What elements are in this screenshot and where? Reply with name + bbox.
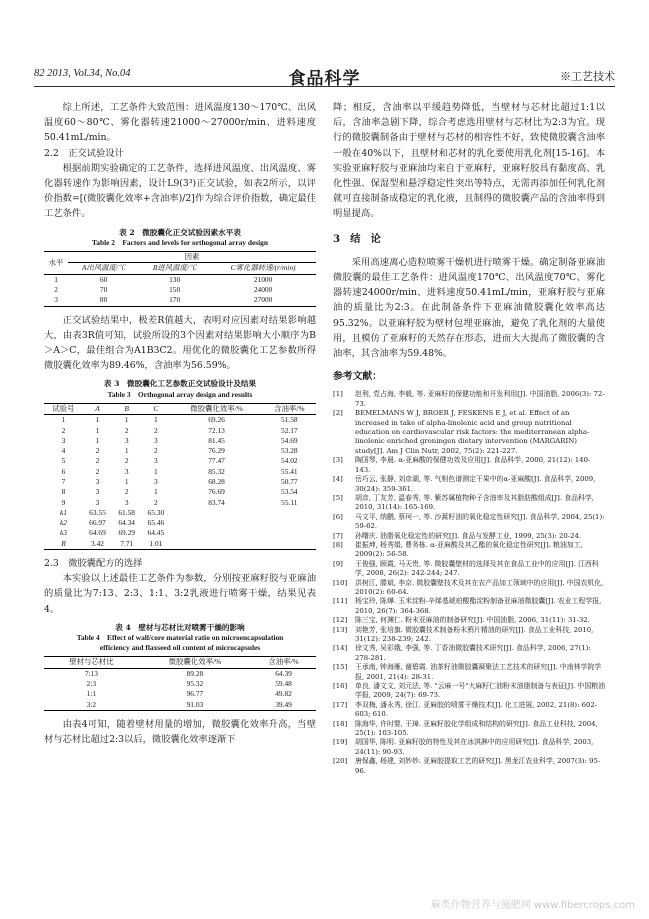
reference-number: [19] [333,738,348,747]
table-cell: 50.77 [281,477,298,486]
table4-header-cell: 壁材与芯材比 [69,657,114,667]
table-cell: 53.28 [281,446,298,456]
table-cell: 1 [54,274,58,284]
table-cell [263,539,316,550]
table-cell: 60 [99,274,108,284]
table-cell: 130 [169,274,181,284]
table-cell: 3 [95,477,100,486]
reference-number: [12] [333,616,348,625]
table-cell: 76.29 [208,446,225,456]
reference-item [333,616,605,625]
table-cell: 39.49 [275,699,292,709]
table-cell: 65.46 [147,518,165,528]
reference-text: 崔振坤, 杨秀娟, 曹务栋. α-亚麻酸及其乙酯的氧化稳定性研究[J]. 粮油加工, 2009(2): 56-58. [355,540,583,559]
reference-text: BEMELMANS W J, BROER J, FESKENS E J, et al. Effect of an increased in take of alpha-linolenic acid and group nutritional education on cardiovascular risk factors: the mediterranean alpha-linolenic enriched groningen dietary intervention (MARGARIN) study[J]. Am J Clin Nutr, 2002, 75(2): 221-227. [355,409,590,455]
reference-item [333,644,605,663]
table4-caption-en-1: Table 4 Effect of wall/core material ratio on microencapsulation [76,633,284,643]
summary-paragraph: 综上所述，工艺条件大致范围：进风温度130～170℃、出风温度60～80℃、雾化器转速21000～27000r/min、进料速度50.41mL/min。 [44,102,316,144]
table-cell: 27000 [253,295,273,305]
reference-item [333,701,605,720]
table-cell: 21000 [253,274,273,284]
table-wall-core-ratio [44,656,316,710]
table-cell: 2 [61,425,66,435]
reference-number: [16] [333,682,348,691]
reference-item [333,409,605,456]
table-row [44,700,316,711]
table-cell: 24000 [253,285,273,295]
reference-number: [2] [333,409,343,418]
table-cell: 1 [61,415,66,425]
table-cell: 2 [95,466,100,476]
table-cell: 1 [95,435,100,445]
table-cell: 51.58 [281,415,298,425]
table-row [44,668,316,679]
reference-text: 马文平, 纳鹏, 蔡珂一, 等. 沙蒿籽油的氧化稳定性研究[J]. 食品科学, 2004, 25(1): 59-62. [355,512,605,531]
reference-item [333,738,605,757]
page-number-volume: 82 2013, Vol.34, No.04 [34,68,131,79]
reference-text: 陶国琴, 李晨. α-亚麻酸的保健功效及应用[J]. 食品科学, 2000, 21(12): 140-143. [355,456,591,474]
reference-number: [7] [333,531,343,540]
table-cell: 49.82 [275,689,292,699]
table-cell: 89.28 [186,668,204,678]
reference-text: 刘艳芳, 张培旗. 微胶囊技术制备粉末鸦片精油的研究[J]. 食品工业科技, 2010, 31(12): 238-239; 242. [355,625,594,644]
reference-number: [1] [333,390,343,399]
table-cell: 64.39 [275,668,292,678]
table-cell: 63.55 [89,507,106,517]
table-row [44,498,316,508]
reference-text: 唐保鑫, 杨建, 刘妙妙. 亚麻胶提取工艺的研究[J]. 黑龙江农业科学, 2007(3): 95-96. [355,757,601,775]
table-cell: 2 [154,446,158,456]
orthogonal-design-paragraph: 根据前期实验确定的工艺条件，选择进风温度、出风温度、雾化器转速作为影响因素，设计L9(3³)正交试验，如表2所示，以评价指数=[(微胶囊化效率+含油率)/2]作为综合评价指数，确定最佳工艺条件。 [44,162,316,220]
table-cell: 53.54 [281,487,298,497]
table-row [44,415,316,426]
references-heading: 参考文献： [333,371,382,383]
left-column [44,100,316,747]
table-cell: 68.28 [208,477,225,486]
table2-caption-en: Table 2 Factors and levels for orthogonal array design [92,238,268,248]
reference-number: [3] [333,456,343,465]
table2-factor-header: 因素 [68,252,316,263]
table4-caption-cn: 表 4 壁材与芯材比对喷雾干燥的影响 [115,622,245,632]
table-cell: 66.97 [89,518,106,528]
reference-item [333,597,605,616]
table2-col-b: B进风温度/℃ [152,263,197,273]
table-cell: 64.34 [118,518,135,528]
table-row [44,274,316,285]
table-cell: 3 [124,435,129,445]
table-row [44,436,316,446]
table-cell: 1.01 [149,538,163,548]
reference-text: 陈海华, 许时婴, 王璋. 亚麻籽胶化学组成和结构的研究[J]. 食品工业科技, 2004, 25(1): 103-105. [355,719,598,738]
table-cell: 54.02 [281,456,298,466]
reference-number: [4] [333,475,343,484]
reference-text: 徐文秀, 吴彩娥, 李强, 等. 丁香油微胶囊技术研究[J]. 食品科学, 2006, 27(1): 278-281. [355,644,591,662]
table4-header-cell: 微胶囊化效率/% [168,657,222,667]
table-cell: 7.71 [120,538,134,548]
reference-text: 岳巧云, 张静, 刘彦湖, 等. 气相色谱测定干果中的α-亚麻酸[J]. 食品科学, 2009, 30(24): 359-361. [355,475,596,493]
table-cell: 3 [95,487,100,497]
table-row [44,518,316,528]
table-cell: 3 [154,477,158,486]
table3-header-cell: 试验号 [52,403,75,413]
table-cell: 3 [54,295,58,305]
table-cell: 2 [154,497,158,507]
section-2-2-heading: 2.2 正交试验设计 [44,147,124,159]
conclusion-paragraph: 采用高速离心造粒喷雾干燥机进行喷雾干燥。确定制备亚麻油微胶囊的最佳工艺条件：进风温度170℃、出风温度70℃、雾化器转速24000r/min、进料速度50.41mL/min，亚麻籽胶与亚麻油的质量比为2:3。在此制备条件下亚麻油微胶囊化效率高达95.32%。以亚麻籽胶为壁材包埋亚麻油，避免了乳化剂的大量使用，且模仿了亚麻籽的天然存在形态，进而大大提高了微胶囊的含油率，其含油率为59.48%。 [333,256,605,360]
table-cell: 2 [154,425,158,435]
table-row [44,689,316,699]
reference-text: 王承南, 钟海雁, 谢碧霞. 油茶籽油微胶囊凝聚法工艺技术的研究[J]. 中南林学院学报, 2001, 21(4): 28-31. [355,663,602,681]
table-row [44,285,316,295]
table-cell: 3 [154,435,158,445]
table-cell: 64.69 [89,528,106,538]
table2-caption-cn: 表 2 微胶囊化正交试验因素水平表 [119,227,241,237]
table-row [44,539,316,550]
table-cell: 3 [61,435,66,445]
reference-text: 杨宝玲, 陈燁. 玉米淀粉-辛烯基琥珀酸酯淀粉制备亚麻油微胶囊[J]. 农业工程学报, 2010, 26(7): 364-368. [355,597,602,615]
table3-caption-en: Table 3 Orthogonal array design and results [107,389,253,399]
reference-number: [20] [333,757,348,766]
reference-text: 单良, 潘文文, 刘元法, 等. "云麻一号"大麻籽仁油粉末油脂制备与表征[J]. 中国粮油学报, 2009, 24(7): 69-73. [355,682,605,700]
reference-item [333,513,605,532]
table-cell: 69.29 [118,528,135,538]
reference-number: [18] [333,719,348,728]
table-cell: 9 [61,497,66,507]
table2-col-a: A出风温度/℃ [81,263,126,273]
reference-number: [17] [333,700,348,709]
table3-header-cell: 含油率/% [274,403,305,413]
table-cell: R [61,538,66,548]
watermark-text: 麻类作物营养与施肥网 www.fibercrops.com [430,900,635,911]
table-cell [263,508,316,518]
table-cell: 4 [61,446,66,456]
table-factors-levels [44,251,316,306]
table-cell: 1:1 [86,689,97,699]
references-list [333,390,605,776]
table-cell: 3 [95,497,100,507]
reference-number: [14] [333,644,348,653]
reference-item [333,494,605,513]
table-cell: 3 [124,497,129,507]
table-cell [170,518,262,528]
reference-item [333,456,605,475]
reference-item [333,682,605,701]
table-cell: 85.32 [208,466,225,476]
reference-number: [15] [333,663,348,672]
reference-text: 王俊强, 顾霞, 马天贵, 等. 微胶囊壁材的选择及其在食品工业中的应用[J]. 江西科学, 2008, 26(2): 242-244; 247. [355,559,599,578]
table-cell: 61.58 [118,507,135,517]
table-cell: 55.41 [281,466,298,476]
table-cell: 170 [169,295,181,305]
reference-item [333,757,605,776]
reference-item [333,390,605,409]
table-cell: 8 [61,487,66,497]
table-cell: 2:3 [86,678,97,688]
reference-number: [9] [333,559,343,568]
table-cell: 1 [124,415,129,425]
table-cell: 1 [154,466,158,476]
table-cell: 83.74 [208,497,225,507]
table2-level-header: 水平 [44,252,68,275]
discussion-continued-paragraph: 降；相反，含油率以平缓趋势降低，当壁材与芯材比超过1:1以后，含油率急剧下降，综合考虑选用壁材与芯材比为2:3为宜。现行的微胶囊制备由于壁材与芯材的相容性不好，致使微胶囊含油率一般在40%以下，且壁材和芯材的乳化要使用乳化剂[15-16]。本实验亚麻籽胶与亚麻油均来自于亚麻籽，亚麻籽胶具有黏度高、乳化性强、保湿型和悬浮稳定性突出等特点，无需再添加任何乳化剂就可直接制备成稳定的乳化液，且制得的微胶囊产品的含油率得到明显提高。 [333,102,605,220]
orthogonal-results-paragraph: 正交试验结果中，极差R值越大，表明对应因素对结果影响越大，由表3R值可知，试验所设的3个因素对结果影响大小顺序为B＞A＞C，最佳组合为A1B3C2。用优化的微胶囊化工艺参数所得微胶囊化效率为89.46%，含油率为56.59%。 [44,314,316,372]
table-cell: k3 [59,528,67,538]
table-cell: 2 [54,285,58,295]
reference-item [333,560,605,579]
table-cell: 96.77 [186,689,204,699]
table-cell: 1 [95,425,100,435]
table-cell: 1 [154,415,158,425]
table-cell: 54.69 [281,435,298,445]
table-cell: 2 [95,456,100,466]
table4-caption-en-2: efficiency and flaxseed oil content of microcapsules [99,643,261,653]
section-3-heading: 3 结 论 [333,232,381,245]
reference-item [333,663,605,682]
table-cell: 2 [95,446,100,456]
table-row [44,487,316,497]
table-cell: 72.13 [208,425,225,435]
reference-item [333,626,605,645]
table-cell: 65.30 [147,507,165,517]
table-cell: 3.42 [91,538,104,548]
table3-header-cell: A [95,403,100,413]
table-cell: 1 [124,477,129,486]
table-cell [170,539,262,550]
table-row [44,679,316,689]
table-cell: 59.48 [275,678,292,688]
table-cell: 7 [61,477,66,486]
reference-number: [10] [333,578,348,587]
reference-number: [5] [333,493,343,502]
journal-title: 食品科学 [288,69,361,89]
table-cell: 2 [124,425,129,435]
table3-header-cell: B [124,403,129,413]
reference-text: 李双梅, 潘永秀, 徐江. 亚麻胶的喷雾干燥技术[J]. 化工进展, 2002, 21(8): 602-603; 610. [355,700,598,719]
reference-text: 洪树江, 滕斌, 李京. 微胶囊壁技术及其在农产品加工领域中的应用[J]. 中国农机化, 2010(2): 60-64. [355,578,604,596]
reference-item [333,475,605,494]
table-cell: 1 [154,487,158,497]
table-cell: 2 [124,456,129,466]
table-cell: 77.47 [208,456,225,466]
table-cell: 55.11 [281,497,298,507]
table-cell: 3 [154,456,158,466]
table-cell: 6 [61,466,66,476]
table-row [44,528,316,538]
table2-col-c: C雾化器转速/(r/min) [230,263,296,273]
table3-header-cell: C [153,403,159,413]
table-orthogonal-results [44,403,316,550]
reference-text: 孙曙庆. 油脂氧化稳定性的研究[J]. 食品与发酵工业, 1999, 25(3): 20-24. [355,531,582,540]
reference-number: [6] [333,512,343,521]
table-cell: 3 [124,466,129,476]
table-cell [170,528,262,538]
table4-header-cell: 含油率/% [268,657,299,667]
reference-number: [8] [333,540,343,549]
reference-item [333,541,605,560]
table-cell: 70 [99,285,108,295]
table-cell: 5 [61,456,66,466]
reference-text: 胡国华, 陈明. 亚麻籽胶的特性及其在冰淇淋中的应用研究[J]. 食品科学, 2003, 24(11): 90-93. [355,738,594,756]
table-cell: 150 [169,285,181,295]
table-cell: 81.45 [208,435,225,445]
table3-header-cell: 微胶囊化效率/% [190,403,243,413]
table-cell: 76.69 [208,487,225,497]
table-cell: 52.17 [281,425,298,435]
reference-number: [13] [333,625,348,634]
table-cell: 95.32 [186,678,204,688]
reference-text: 陈三宝, 何渊仁. 粉末亚麻油的制备研究[J]. 中国油脂, 2006, 31(11): 31-32. [355,616,590,625]
reference-text: 胡彦, 丁友芳, 温春秀, 等. 紫苏属植物种子含油率及其脂肪酸组成[J]. 食品科学, 2010, 31(14): 165-169. [355,493,594,512]
table-cell: 2 [124,487,129,497]
table-row [44,446,316,456]
table-row [44,508,316,518]
right-column [333,100,605,776]
reference-item [333,532,605,541]
table-row [44,295,316,306]
table-cell: 3:2 [86,699,97,709]
reference-number: [11] [333,597,348,606]
page-header [34,66,615,87]
table-cell: 91.03 [186,699,204,709]
table-cell: 69.26 [208,415,225,425]
table4-discussion-paragraph: 由表4可知，随着壁材用量的增加，微胶囊化效率升高，当壁材与芯材比超过2:3以后，微胶囊化效率逐渐下 [44,718,316,746]
table-cell: 7:13 [84,668,98,678]
table-row [44,456,316,466]
table-cell [263,528,316,538]
table-cell: k1 [59,507,67,517]
table-row [44,477,316,487]
reference-item [333,720,605,739]
section-2-3-heading: 2.3 微胶囊配方的选择 [44,558,143,570]
table-row [44,426,316,436]
formula-selection-paragraph: 本实验以上述最佳工艺条件为参数，分别按亚麻籽胶与亚麻油的质量比为7:13、2:3、1:1、3:2乳液进行喷雾干燥，结果见表4。 [44,573,316,615]
table-cell: k2 [59,518,67,528]
reference-text: 赵利, 党占海, 李毅, 等. 亚麻籽的保健功能和开发利用[J]. 中国油脂, 2006(3): 72-73. [355,390,605,408]
table-cell [263,518,316,528]
table-cell: 64.45 [147,528,165,538]
table-cell: 80 [99,295,108,305]
table-row [44,467,316,477]
table3-caption-cn: 表 3 微胶囊化工艺参数正交试验设计及结果 [103,379,257,389]
section-label: ※工艺技术 [560,70,615,83]
table-cell [170,508,262,518]
table-cell: 1 [124,446,129,456]
table-cell: 1 [95,415,100,425]
reference-item [333,579,605,598]
